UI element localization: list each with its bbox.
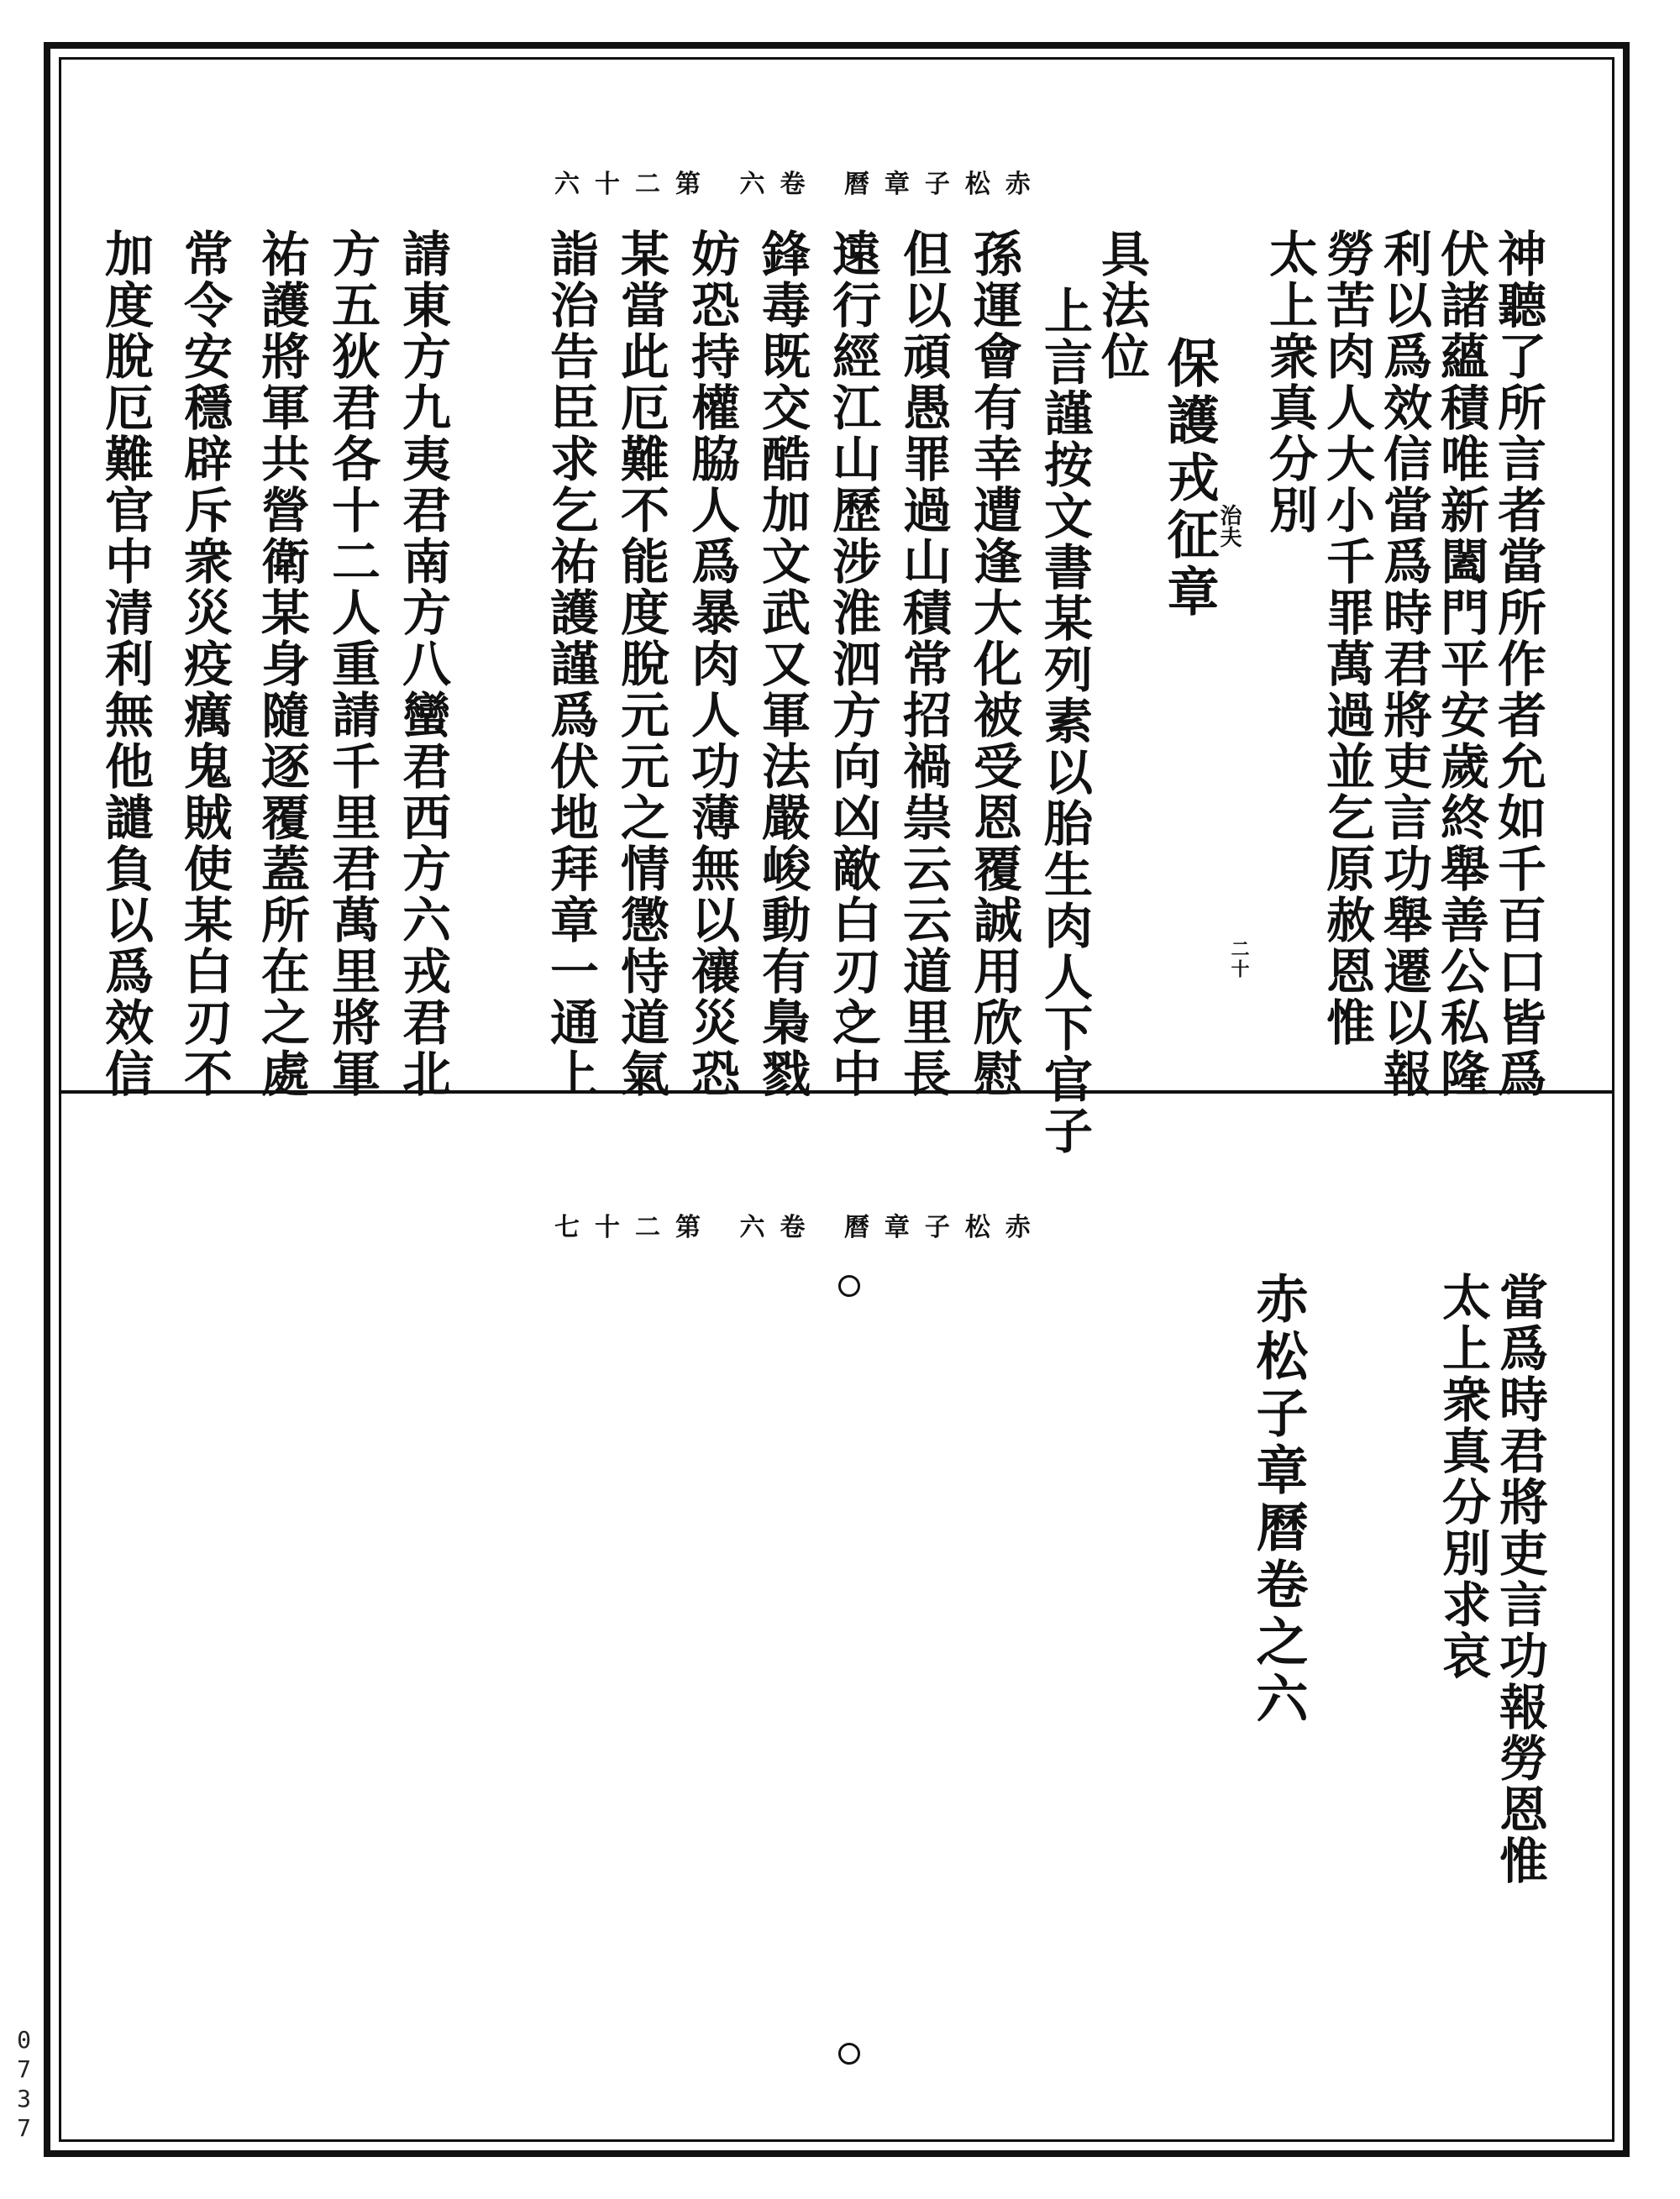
body-column-2: 孫運會有幸遭逢大化被受恩覆誠用欣慰 [965,228,1022,1100]
body-column-8: 詣治告臣求乞祐護謹爲伏地拜章一通上 [542,228,599,1100]
upper-column-5: 太上衆真分別 [1261,228,1318,536]
body-column-7: 某當此厄難不能度脫元元之情懲恃道氣 [612,228,669,1100]
chapter-title-note: 治夫 [1216,504,1242,548]
body-column-4: 遠行經江山歷涉淮泗方向凶敵白刃之中 [824,228,881,1100]
upper-column-4: 勞苦肉人大小千罪萬過並乞原赦恩惟 [1318,228,1375,1048]
upper-page-number: 二十 [1228,939,1250,979]
upper-column-1: 神聽了所言者當所作者允如千百口皆爲 [1489,228,1546,1100]
body-column-6: 妨恐持權脇人爲暴肉人功薄無以禳災恐 [683,228,740,1100]
body-column-11: 祐護將軍共營衛某身隨逐覆蓋所在之處 [253,228,310,1100]
body-column-1: 上言謹按文書某列素以胎生肉人下官子 [1036,286,1093,1157]
body-column-10: 方五狄君各十二人重請千里君萬里將軍 [323,228,381,1100]
body-column-5: 鋒毒既交酷加文武又軍法嚴峻動有梟戮 [753,228,811,1100]
upper-column-2: 伏諸蘊積唯新闔門平安歲終舉善公私隆 [1432,228,1489,1100]
body-column-13: 加度脫厄難官中清利無他譴負以爲效信 [97,228,154,1100]
upper-running-header: 赤松子章曆 卷六 第二十六 [554,170,1046,199]
chapter-title: 保護戎征章 [1158,336,1220,622]
leaf-number: 0737 [10,2026,38,2144]
upper-column-3: 利以爲效信當爲時君將吏言功舉遷以報 [1375,228,1432,1100]
circle-mark [838,2043,860,2065]
circle-mark [840,237,862,259]
body-column-9: 請東方九夷君南方八蠻君西方六戎君北 [394,228,451,1100]
lower-column-2: 太上衆真分別求哀 [1434,1272,1491,1682]
lower-column-1: 當爲時君將吏言功報勞恩惟 [1491,1272,1548,1887]
section-heading: 具法位 [1093,228,1150,382]
body-column-12: 常令安穩辟斥衆災疫癘鬼賊使某白刃不 [176,228,233,1100]
circle-mark [838,1275,860,1297]
body-column-3: 但以頑愚罪過山積常招禍祟云云道里長 [895,228,952,1100]
volume-end-title: 赤松子章曆卷之六 [1247,1272,1309,1729]
circle-mark [840,1006,862,1028]
lower-running-header: 赤松子章曆 卷六 第二十七 [554,1213,1046,1242]
